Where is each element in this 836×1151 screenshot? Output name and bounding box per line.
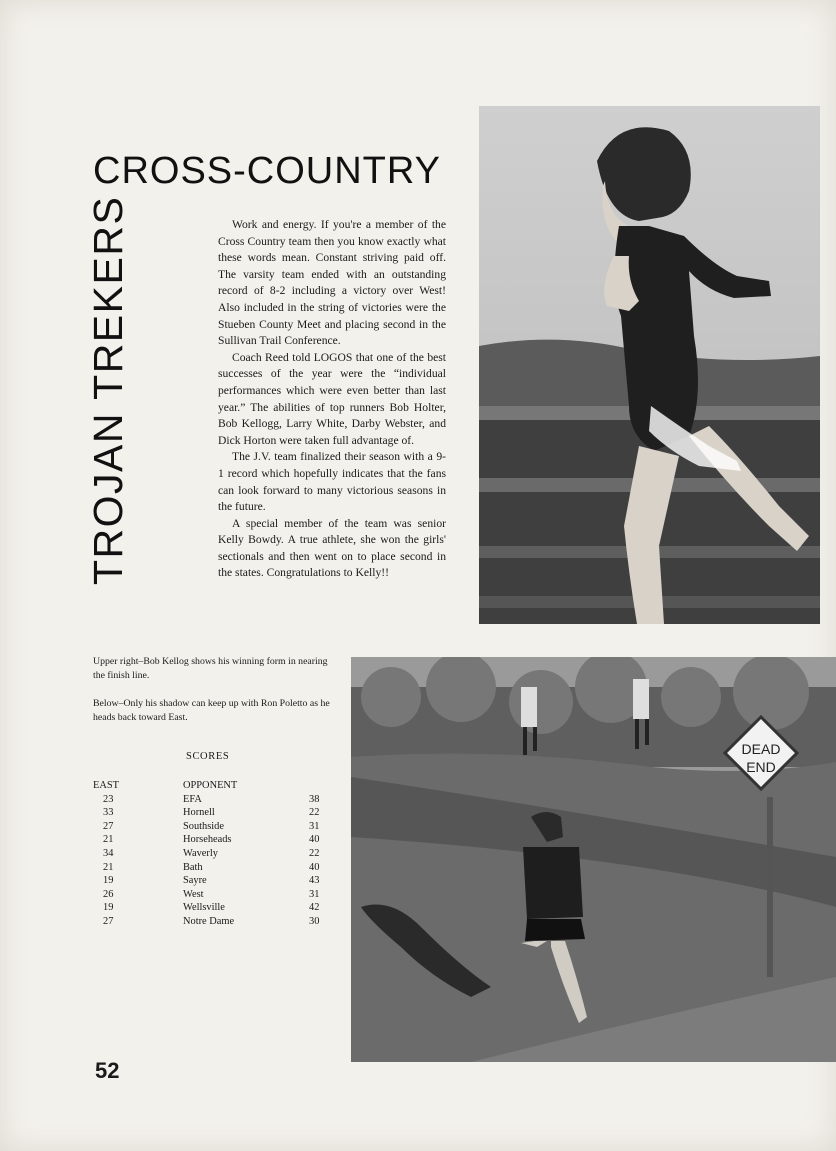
east-column-header: EAST bbox=[93, 780, 119, 791]
paragraph: Coach Reed told LOGOS that one of the best successes of the year were the “individual performances which were even better than last year.” The abilities of top runners Bob Holter, Bob Kellogg, Larry White, Darby Webster, and Dick Horton were taken full advantage of. bbox=[218, 350, 446, 447]
opponent-score: 42 bbox=[309, 902, 320, 914]
sign-text-line1: DEAD bbox=[741, 741, 781, 757]
runner-photo-bottom bbox=[351, 657, 836, 1062]
section-vertical-title: TROJAN TREKERS bbox=[85, 195, 131, 585]
table-row bbox=[93, 833, 333, 847]
opponent-name: Bath bbox=[183, 861, 203, 873]
opponent-name: Southside bbox=[183, 820, 224, 832]
table-row bbox=[93, 847, 333, 861]
opponent-score: 40 bbox=[309, 861, 320, 873]
sign-text-line2: END bbox=[746, 759, 776, 775]
scores-header-row bbox=[93, 779, 333, 793]
east-score: 19 bbox=[103, 902, 114, 914]
opponent-name: Hornell bbox=[183, 807, 215, 819]
paragraph: A special member of the team was senior Kelly Bowdy. A true athlete, she won the girls' sectionals and then went on to place second in the states. Congratulations to Kelly!! bbox=[218, 516, 446, 580]
opponent-score: 31 bbox=[309, 820, 320, 832]
opponent-name: EFA bbox=[183, 793, 202, 805]
opponent-score: 31 bbox=[309, 888, 320, 900]
east-score: 21 bbox=[103, 861, 114, 873]
opponent-score: 30 bbox=[309, 915, 320, 927]
page-number: 52 bbox=[95, 1058, 120, 1083]
scores-table bbox=[93, 779, 333, 929]
table-row bbox=[93, 915, 333, 929]
paragraph: The J.V. team finalized their season with a 9-1 record which hopefully indicates that the fans can look forward to many victorious seasons in the future. bbox=[218, 450, 446, 514]
page-title: CROSS-COUNTRY bbox=[93, 150, 441, 192]
opponent-score: 40 bbox=[309, 834, 320, 846]
east-score: 27 bbox=[103, 915, 114, 927]
opponent-name: Wellsville bbox=[183, 902, 225, 914]
caption-below: Below–Only his shadow can keep up with Ron Poletto as he heads back toward East. bbox=[93, 698, 330, 723]
opponent-score: 43 bbox=[309, 875, 320, 887]
score-column-header bbox=[309, 779, 333, 793]
paragraph: Work and energy. If you're a member of the Cross Country team then you know exactly what these words mean. Constant striving paid off. The varsity team ended with an outstanding record of 8-2 including a victory over West! Also included in the string of victories were the Stueben County Meet and placing second in the Sullivan Trail Conference. bbox=[218, 218, 446, 348]
table-row bbox=[93, 806, 333, 820]
table-row bbox=[93, 888, 333, 902]
opponent-score: 22 bbox=[309, 807, 320, 819]
scores-heading: SCORES bbox=[186, 751, 230, 762]
runner-photo-top bbox=[479, 106, 820, 624]
opponent-score: 22 bbox=[309, 847, 320, 859]
east-score: 19 bbox=[103, 875, 114, 887]
opponent-column-header: OPPONENT bbox=[183, 780, 238, 791]
table-row bbox=[93, 874, 333, 888]
opponent-name: Horseheads bbox=[183, 834, 232, 846]
table-row bbox=[93, 793, 333, 807]
opponent-name: Notre Dame bbox=[183, 915, 235, 927]
opponent-name: Waverly bbox=[183, 847, 218, 859]
east-score: 33 bbox=[103, 807, 114, 819]
opponent-score: 38 bbox=[309, 793, 320, 805]
table-row bbox=[93, 820, 333, 834]
east-score: 27 bbox=[103, 820, 114, 832]
east-score: 21 bbox=[103, 834, 114, 846]
east-score: 34 bbox=[103, 847, 114, 859]
east-score: 23 bbox=[103, 793, 114, 805]
opponent-name: Sayre bbox=[183, 875, 207, 887]
east-score: 26 bbox=[103, 888, 114, 900]
table-row bbox=[93, 901, 333, 915]
article-body bbox=[218, 217, 446, 582]
table-row bbox=[93, 861, 333, 875]
caption-upper-right: Upper right–Bob Kellog shows his winning form in nearing the finish line. bbox=[93, 656, 328, 681]
opponent-name: West bbox=[183, 888, 204, 900]
